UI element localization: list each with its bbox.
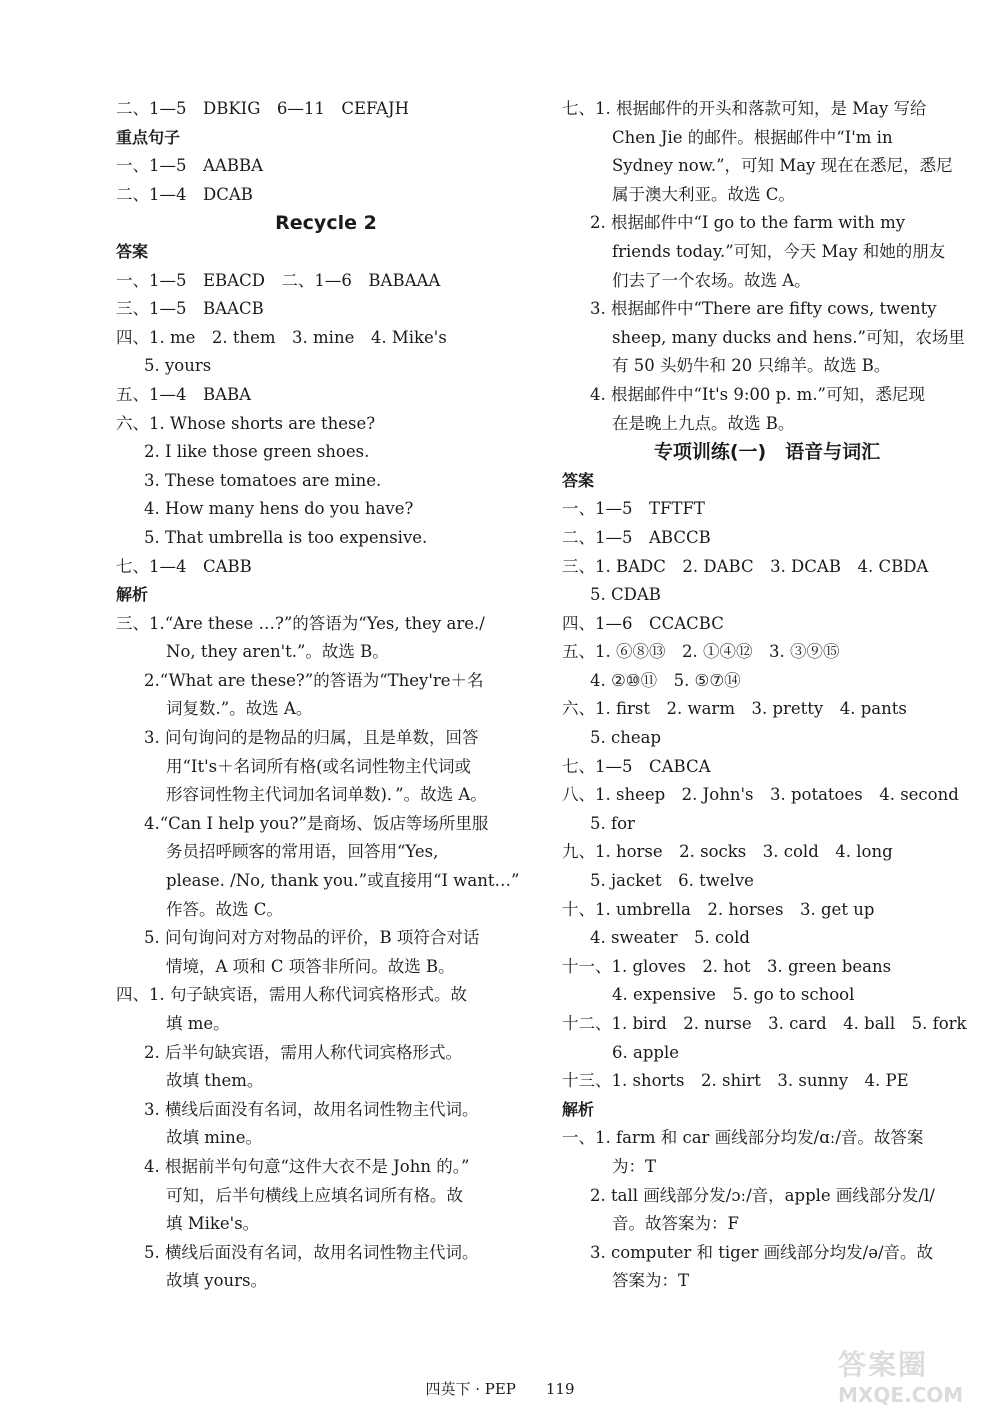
- text-line: 四、1. me 2. them 3. mine 4. Mike's: [116, 327, 447, 347]
- text-line: 务员招呼顾客的常用语，回答用“Yes,: [166, 842, 439, 862]
- text-line: please. /No, thank you.”或直接用“I want…”: [166, 871, 520, 891]
- text-line: 2. 根据邮件中“I go to the farm with my: [590, 213, 906, 233]
- text-line: 十、1. umbrella 2. horses 3. get up: [562, 899, 875, 919]
- text-line: 4. 根据邮件中“It's 9:00 p. m.”可知，悉尼现: [590, 384, 925, 404]
- text-line: 2. 后半句缺宾语，需用人称代词宾格形式。: [144, 1042, 462, 1062]
- text-line: 4. expensive 5. go to school: [612, 985, 855, 1005]
- page-footer: 四英下 · PEP 119: [425, 1380, 575, 1398]
- text-line: 故填 yours。: [166, 1271, 267, 1291]
- text-line: 属于澳大利亚。故选 C。: [612, 184, 795, 204]
- text-line: 七、1. 根据邮件的开头和落款可知，是 May 写给: [562, 99, 927, 118]
- text-line: 形容词性物主代词加名词单数)．”。故选 A。: [166, 785, 487, 805]
- text-line: 四、1. 句子缺宾语，需用人称代词宾格形式。故: [116, 985, 467, 1005]
- text-line: 4.“Can I help you?”是商场、饭店等场所里服: [144, 813, 489, 833]
- text-line: 三、1. BADC 2. DABC 3. DCAB 4. CBDA: [562, 556, 929, 576]
- text-line: 九、1. horse 2. socks 3. cold 4. long: [562, 842, 893, 862]
- section-heading: 重点句子: [116, 127, 181, 147]
- text-line: Chen Jie 的邮件。根据邮件中“I'm in: [612, 127, 893, 147]
- text-line: 六、1. Whose shorts are these?: [116, 413, 376, 433]
- text-line: 3. 横线后面没有名词，故用名词性物主代词。: [144, 1099, 479, 1119]
- text-line: 5. cheap: [590, 728, 662, 748]
- text-line: 作答。故选 C。: [166, 899, 283, 919]
- text-line: 4. How many hens do you have?: [144, 499, 414, 519]
- text-line: 可知，后半句横线上应填名词所有格。故: [166, 1185, 463, 1205]
- text-line: 三、1.“Are these …?”的答语为“Yes, they are./: [116, 613, 485, 633]
- text-line: 5. yours: [144, 356, 212, 376]
- text-line: 十二、1. bird 2. nurse 3. card 4. ball 5. fork: [562, 1014, 967, 1033]
- text-line: 八、1. sheep 2. John's 3. potatoes 4. second: [562, 785, 959, 805]
- text-line: 一、1—5 TFTFT: [562, 499, 705, 519]
- text-line: 十一、1. gloves 2. hot 3. green beans: [562, 956, 892, 976]
- text-line: 五、1—4 BABA: [116, 384, 252, 404]
- text-line: 音。故答案为：F: [612, 1214, 739, 1234]
- text-line: 一、1—5 AABBA: [116, 156, 263, 176]
- text-line: sheep, many ducks and hens.”可知，农场里: [612, 327, 965, 347]
- text-line: 答案为：T: [612, 1271, 690, 1291]
- section-title: Recycle 2: [275, 212, 377, 235]
- text-line: 二、1—5 DBKIG 6—11 CEFAJH: [116, 99, 409, 118]
- text-line: 一、1—5 EBACD 二、1—6 BABAAA: [116, 270, 441, 290]
- text-line: 二、1—4 DCAB: [116, 184, 253, 204]
- text-line: 一、1. farm 和 car 画线部分均发/ɑː/音。故答案: [562, 1128, 924, 1148]
- text-line: 用“It's＋名词所有格(或名词性物主代词或: [166, 756, 472, 776]
- text-line: 四、1—6 CCACBC: [562, 613, 724, 633]
- watermark-url: MXQE.COM: [838, 1383, 964, 1407]
- text-line: 2. tall 画线部分发/ɔː/音，apple 画线部分发/l/: [590, 1185, 935, 1205]
- text-line: 5. for: [590, 813, 635, 833]
- text-line: 情境，A 项和 C 项答非所问。故选 B。: [166, 956, 455, 976]
- text-line: No, they aren't.”。故选 B。: [166, 642, 389, 662]
- text-line: 三、1—5 BAACB: [116, 299, 264, 319]
- text-line: 5. 横线后面没有名词，故用名词性物主代词。: [144, 1242, 479, 1262]
- text-line: 七、1—4 CABB: [116, 556, 252, 576]
- text-line: 2.“What are these?”的答语为“They're＋名: [144, 670, 484, 690]
- text-line: 填 me。: [166, 1014, 230, 1033]
- section-heading: 答案: [562, 470, 595, 490]
- section-title: 专项训练(一) 语音与词汇: [653, 441, 881, 464]
- text-line: 5. That umbrella is too expensive.: [144, 527, 428, 547]
- text-line: 3. 问句询问的是物品的归属，且是单数，回答: [144, 728, 479, 748]
- text-line: 七、1—5 CABCA: [562, 756, 711, 776]
- text-line: 有 50 头奶牛和 20 只绵羊。故选 B。: [612, 356, 891, 376]
- text-line: 2. I like those green shoes.: [144, 442, 370, 462]
- text-line: 故填 them。: [166, 1071, 264, 1091]
- text-line: Sydney now.”，可知 May 现在在悉尼，悉尼: [612, 156, 953, 176]
- text-line: 为：T: [612, 1156, 657, 1176]
- text-line: 6. apple: [612, 1042, 679, 1062]
- text-line: 4. sweater 5. cold: [590, 928, 750, 948]
- text-line: 3. computer 和 tiger 画线部分均发/ə/音。故: [590, 1242, 934, 1262]
- section-heading: 解析: [116, 585, 149, 605]
- text-line: 4. 根据前半句句意“这件大衣不是 John 的。”: [144, 1156, 470, 1176]
- text-line: 十三、1. shorts 2. shirt 3. sunny 4. PE: [562, 1071, 909, 1091]
- text-line: 4. ②⑩⑪ 5. ⑤⑦⑭: [590, 670, 741, 690]
- left-column: [116, 95, 536, 1296]
- text-line: 填 Mike's。: [166, 1214, 260, 1234]
- section-heading: 答案: [116, 241, 149, 261]
- right-column: [562, 95, 972, 1296]
- text-line: 5. 问句询问对方对物品的评价，B 项符合对话: [144, 928, 480, 948]
- text-line: 3. These tomatoes are mine.: [144, 470, 382, 490]
- text-line: 六、1. first 2. warm 3. pretty 4. pants: [562, 699, 907, 719]
- text-line: 故填 mine。: [166, 1128, 263, 1148]
- text-line: friends today.”可知，今天 May 和她的朋友: [612, 241, 946, 261]
- text-line: 词复数.”。故选 A。: [166, 699, 313, 719]
- text-line: 3. 根据邮件中“There are fifty cows, twenty: [590, 299, 937, 319]
- text-line: 五、1. ⑥⑧⑬ 2. ①④⑫ 3. ③⑨⑮: [562, 642, 840, 662]
- text-line: 5. CDAB: [590, 585, 661, 605]
- text-line: 5. jacket 6. twelve: [590, 871, 754, 891]
- text-line: 二、1—5 ABCCB: [562, 527, 711, 547]
- text-line: 们去了一个农场。故选 A。: [612, 270, 811, 290]
- text-line: 在是晚上九点。故选 B。: [612, 413, 795, 433]
- watermark-logo: [838, 1343, 978, 1407]
- watermark-mark: 答案圈: [838, 1348, 929, 1381]
- section-heading: 解析: [562, 1099, 595, 1119]
